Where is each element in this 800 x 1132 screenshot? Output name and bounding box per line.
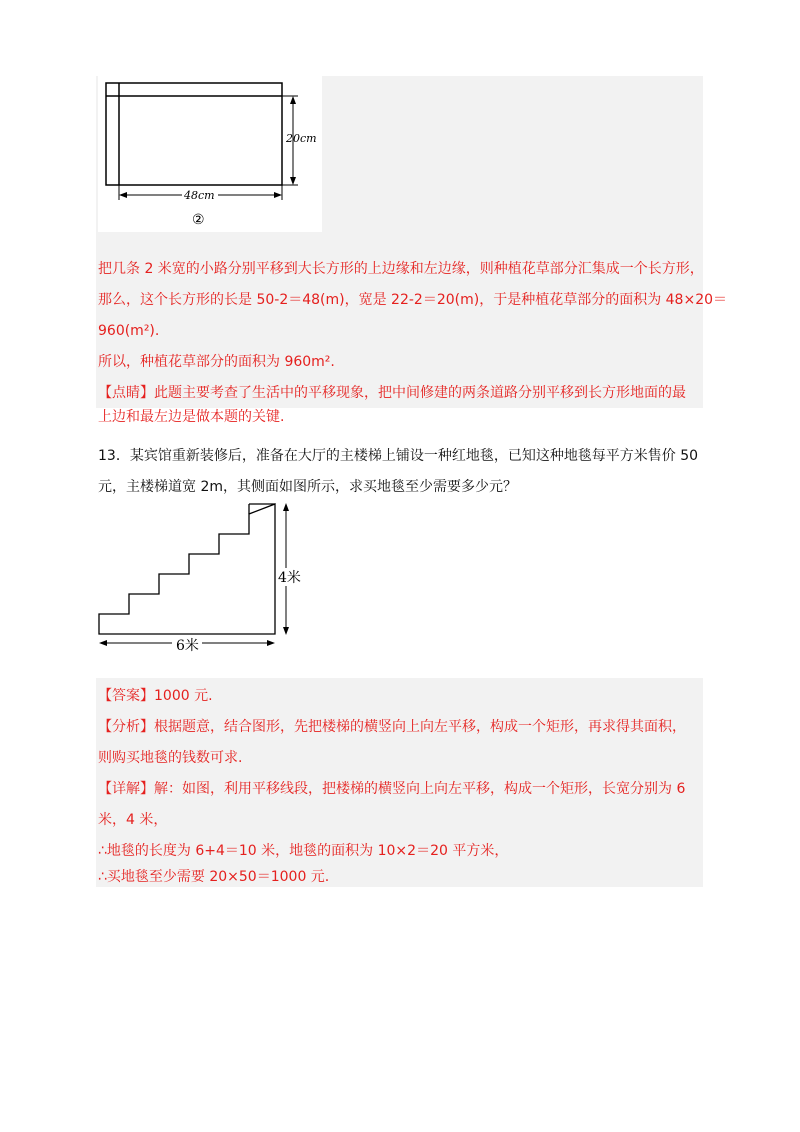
detail-line-2: 米，4 米， [98, 812, 168, 828]
stair-width-arrow-left [99, 640, 107, 646]
outer-rectangle [106, 83, 282, 185]
staircase-outline [99, 504, 275, 634]
comment-12-line-2: 上边和最左边是做本题的关键. [98, 409, 285, 425]
detail-line-1 [98, 779, 698, 799]
problem-13-line-1: 13．某宾馆重新装修后，准备在大厅的主楼梯上铺设一种红地毯，已知这种地毯每平方米售价 50 [98, 448, 699, 464]
figure-staircase-svg [96, 500, 306, 656]
solution-12-line-4: 所以，种植花草部分的面积为 960m². [98, 354, 335, 370]
answer-text: 1000 元. [154, 688, 213, 704]
answer-tag: 【答案】 [98, 688, 154, 704]
width-arrow-left [119, 192, 127, 198]
analysis-text: 根据题意，结合图形，先把楼梯的横竖向上向左平移，构成一个矩形，再求得其面积， [154, 719, 686, 735]
answer-line [98, 686, 698, 706]
detail-text: 解：如图，利用平移线段，把楼梯的横竖向上向左平移，构成一个矩形，长宽分别为 6 [154, 781, 686, 797]
height-label: 20cm [286, 132, 317, 145]
detail-line-4: ∴买地毯至少需要 20×50＝1000 元. [98, 869, 330, 885]
solution-12-line-3: 960(m²). [98, 323, 160, 339]
width-label: 48cm [184, 189, 215, 202]
analysis-tag: 【分析】 [98, 719, 154, 735]
figure-caption: ② [192, 212, 205, 228]
width-arrow-right [274, 192, 282, 198]
figure-rectangle-garden [98, 76, 322, 232]
stair-height-label: 4米 [278, 570, 301, 586]
analysis-line-2: 则购买地毯的钱数可求. [98, 750, 243, 766]
figure-rectangle-svg [98, 76, 322, 232]
comment-tag: 【点睛】 [98, 385, 154, 401]
problem-13-line-2: 元，主楼梯道宽 2m，其侧面如图所示，求买地毯至少需要多少元？ [98, 479, 517, 495]
analysis-line-1 [98, 717, 698, 737]
detail-tag: 【详解】 [98, 781, 154, 797]
stair-width-arrow-right [267, 640, 275, 646]
comment-text: 此题主要考查了生活中的平移现象，把中间修建的两条道路分别平移到长方形地面的最 [154, 385, 686, 401]
solution-12-line-2: 那么，这个长方形的长是 50-2＝48(m)，宽是 22-2＝20(m)，于是种植花草部分的面积为 48×20＝ [98, 292, 728, 308]
height-arrow-up [290, 96, 296, 104]
solution-12-line-1: 把几条 2 米宽的小路分别平移到大长方形的上边缘和左边缘，则种植花草部分汇集成一个长方形， [98, 261, 704, 277]
figure-staircase [96, 500, 306, 656]
height-arrow-down [290, 177, 296, 185]
stair-height-arrow-up [283, 503, 289, 511]
stair-width-label: 6米 [176, 638, 199, 654]
detail-line-3: ∴地毯的长度为 6+4＝10 米，地毯的面积为 10×2＝20 平方米， [98, 843, 509, 859]
comment-12-line-1 [98, 383, 698, 403]
stair-height-arrow-down [283, 627, 289, 635]
